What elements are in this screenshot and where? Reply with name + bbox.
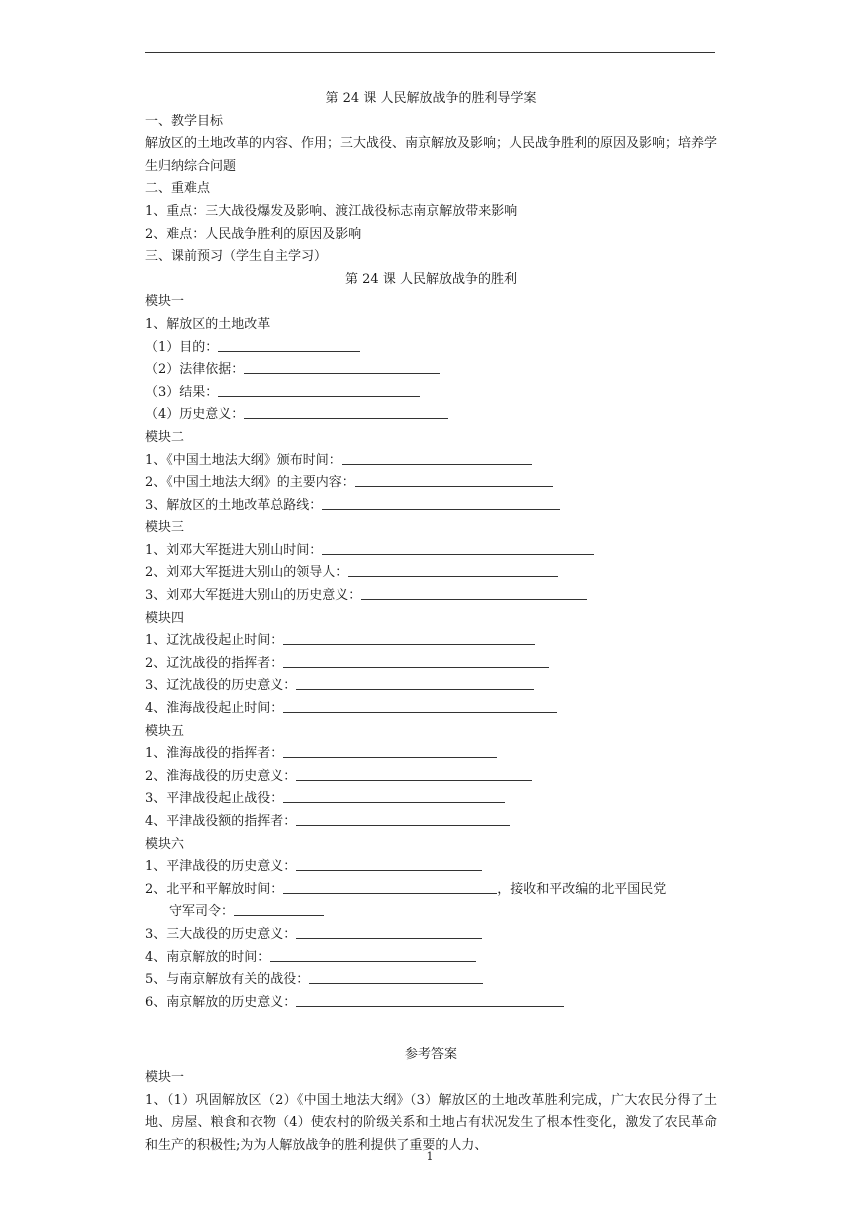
module-title: 模块一 bbox=[145, 294, 185, 310]
question-item bbox=[145, 947, 717, 970]
answer-blank[interactable] bbox=[361, 586, 587, 600]
question-item bbox=[145, 359, 717, 382]
question-item bbox=[145, 698, 717, 721]
answer-blank[interactable] bbox=[283, 654, 549, 668]
answer-paragraph: 1、（1）巩固解放区（2）《中国土地法大纲》（3）解放区的土地改革胜利完成，广大农民分得了土地、房屋、粮食和衣物（4）使农村的阶级关系和土地占有状况发生了根本性变化，激发了农民革命和生产的积极性;为为人解放战争的胜利提供了重要的人力、 bbox=[145, 1092, 717, 1153]
answer-blank[interactable] bbox=[355, 473, 553, 487]
question-item bbox=[145, 630, 717, 653]
answer-blank[interactable] bbox=[244, 405, 448, 419]
question-item bbox=[145, 404, 717, 427]
question-text: 2、刘邓大军挺进大别山的领导人： bbox=[145, 565, 349, 581]
question-item-continued bbox=[145, 901, 717, 924]
question-text: 4、南京解放的时间： bbox=[145, 949, 271, 965]
question-text: 2、《中国土地法大纲》的主要内容： bbox=[145, 475, 355, 491]
section-heading: 二、重难点 bbox=[145, 181, 211, 197]
question-text: （3）结果： bbox=[145, 384, 219, 400]
question-item bbox=[145, 969, 717, 992]
question-text: ，接收和平改编的北平国民党 bbox=[497, 881, 667, 897]
answer-blank[interactable] bbox=[296, 767, 532, 781]
question-item bbox=[145, 924, 717, 947]
question-text: 1、《中国土地法大纲》颁布时间： bbox=[145, 452, 342, 468]
question-text: 2、淮海战役的历史意义： bbox=[145, 768, 297, 784]
question-item bbox=[145, 879, 717, 902]
module-title: 模块一 bbox=[145, 1069, 185, 1085]
question-text: 4、平津战役额的指挥者： bbox=[145, 814, 297, 829]
module-title: 模块二 bbox=[145, 429, 185, 445]
module-title: 模块三 bbox=[145, 520, 185, 536]
answer-blank[interactable] bbox=[270, 948, 476, 962]
question-item bbox=[145, 743, 717, 766]
question-text: （2）法律依据： bbox=[145, 362, 245, 378]
page-title: 第 24 课 人民解放战争的胜利导学案 bbox=[325, 91, 537, 106]
goals-paragraph: 解放区的土地改革的内容、作用；三大战役、南京解放及影响；人民战争胜利的原因及影响；培养学生归纳综合问题 bbox=[145, 136, 718, 174]
module-title: 模块六 bbox=[145, 836, 185, 852]
question-item bbox=[145, 992, 717, 1015]
lesson-subtitle: 第 24 课 人民解放战争的胜利 bbox=[345, 271, 517, 287]
module-title: 模块五 bbox=[145, 723, 185, 739]
answer-blank[interactable] bbox=[322, 496, 560, 510]
answer-blank[interactable] bbox=[218, 338, 360, 352]
section-heading: 一、教学目标 bbox=[145, 113, 224, 129]
question-text: 3、刘邓大军挺进大别山的历史意义： bbox=[145, 588, 362, 604]
question-item bbox=[145, 540, 717, 563]
question-item bbox=[145, 450, 717, 473]
answer-blank[interactable] bbox=[283, 699, 557, 713]
question-text: （1）目的： bbox=[145, 339, 219, 355]
answer-blank[interactable] bbox=[283, 880, 497, 894]
question-text: 1、平津战役的历史意义： bbox=[145, 859, 297, 875]
key-point: 1、重点：三大战役爆发及影响、渡江战役标志南京解放带来影响 bbox=[145, 203, 518, 219]
question-text: 守军司令： bbox=[169, 904, 235, 920]
question-text: 2、辽沈战役的指挥者： bbox=[145, 655, 284, 671]
document-page bbox=[145, 88, 717, 1157]
answer-blank[interactable] bbox=[296, 925, 482, 939]
answer-blank[interactable] bbox=[283, 789, 505, 803]
difficult-point: 2、难点：人民战争胜利的原因及影响 bbox=[145, 226, 362, 242]
question-text: （4）历史意义： bbox=[145, 407, 245, 423]
answer-blank[interactable] bbox=[244, 360, 440, 374]
question-item bbox=[145, 856, 717, 879]
page-number: 1 bbox=[426, 1150, 434, 1163]
header-rule bbox=[145, 52, 715, 53]
question-item bbox=[145, 585, 717, 608]
question-text: 5、与南京解放有关的战役： bbox=[145, 972, 310, 988]
question-text: 3、平津战役起止战役： bbox=[145, 791, 284, 807]
question-text: 2、北平和平解放时间： bbox=[145, 881, 284, 897]
answer-blank[interactable] bbox=[296, 812, 510, 826]
question-text: 3、三大战役的历史意义： bbox=[145, 926, 297, 942]
question-text: 1、辽沈战役起止时间： bbox=[145, 633, 284, 649]
answer-blank[interactable] bbox=[309, 970, 483, 984]
question-text: 1、刘邓大军挺进大别山时间： bbox=[145, 542, 323, 558]
answer-blank[interactable] bbox=[218, 383, 420, 397]
answer-blank[interactable] bbox=[234, 902, 324, 916]
question-text: 1、淮海战役的指挥者： bbox=[145, 746, 284, 762]
question-item bbox=[145, 495, 717, 518]
question-item bbox=[145, 788, 717, 811]
question-item bbox=[145, 653, 717, 676]
question-item bbox=[145, 382, 717, 405]
question-text: 3、解放区的土地改革总路线： bbox=[145, 497, 323, 513]
answer-blank[interactable] bbox=[283, 631, 535, 645]
question-text: 3、辽沈战役的历史意义： bbox=[145, 678, 297, 694]
question-text: 4、淮海战役起止时间： bbox=[145, 701, 284, 717]
answer-blank[interactable] bbox=[322, 541, 594, 555]
question-item bbox=[145, 472, 717, 495]
question-item bbox=[145, 562, 717, 585]
answer-blank[interactable] bbox=[283, 744, 497, 758]
spacer bbox=[145, 1014, 717, 1044]
question-item bbox=[145, 337, 717, 360]
question-text: 6、南京解放的历史意义： bbox=[145, 994, 297, 1010]
answer-blank[interactable] bbox=[296, 676, 534, 690]
question-item bbox=[145, 811, 717, 834]
module-heading: 1、解放区的土地改革 bbox=[145, 316, 271, 332]
answer-blank[interactable] bbox=[296, 993, 564, 1007]
question-item bbox=[145, 766, 717, 789]
answer-blank[interactable] bbox=[342, 451, 532, 465]
question-item bbox=[145, 675, 717, 698]
answer-blank[interactable] bbox=[348, 563, 558, 577]
answers-title: 参考答案 bbox=[404, 1047, 457, 1063]
section-heading: 三、课前预习（学生自主学习） bbox=[145, 249, 328, 265]
module-title: 模块四 bbox=[145, 610, 185, 626]
answer-blank[interactable] bbox=[296, 857, 482, 871]
